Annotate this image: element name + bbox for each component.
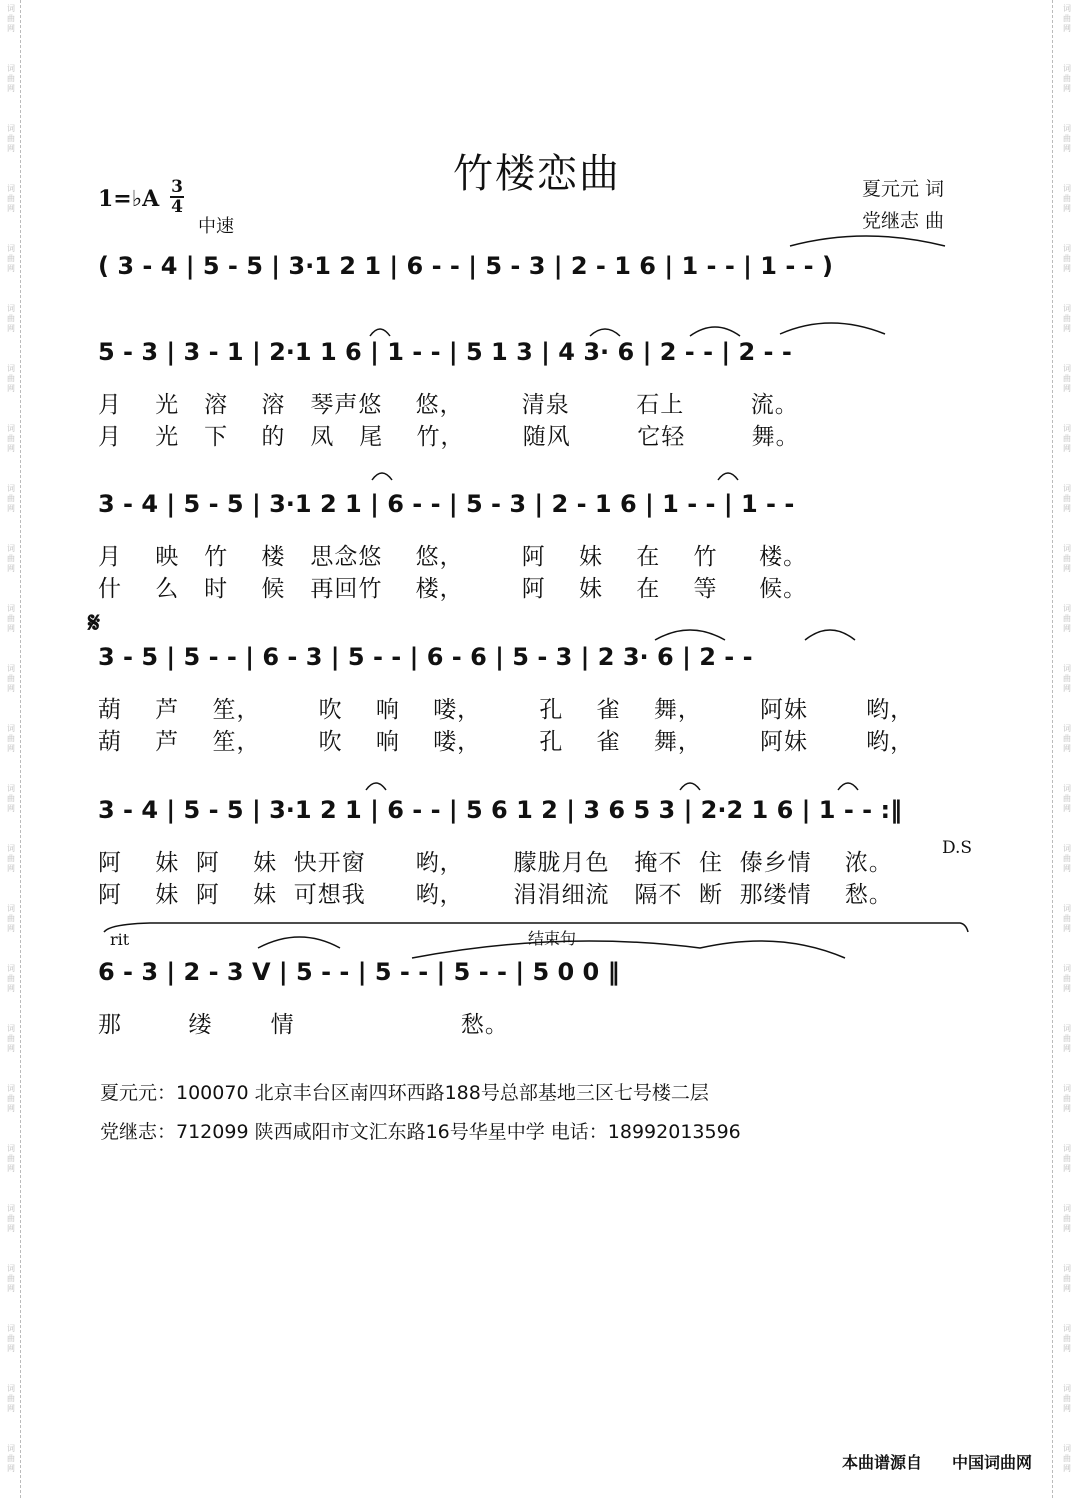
ritardando-marking: rit xyxy=(110,930,130,949)
watermark-text: 词 曲 网 xyxy=(1063,724,1071,753)
notation-line-3: 3 - 4 | 5 - 5 | 3·1 2 1 | 6 - - | 5 - 3 | 2 - 1 6 | 1 - - | 1 - - xyxy=(98,490,795,518)
watermark-text: 词 曲 网 xyxy=(1063,184,1071,213)
watermark-text: 词 曲 网 xyxy=(1063,1024,1071,1053)
watermark-text: 词 曲 网 xyxy=(7,1204,15,1233)
lyric-line-3-verse-2: 什 么 时 候 再回竹 楼， 阿 妹 在 等 候。 xyxy=(98,576,808,602)
watermark-text: 词 曲 网 xyxy=(7,1444,15,1473)
slur xyxy=(590,329,620,336)
watermark-text: 词 曲 网 xyxy=(7,904,15,933)
watermark-text: 词 曲 网 xyxy=(7,304,15,333)
watermark-text: 词 曲 网 xyxy=(1063,64,1071,93)
song-title: 竹楼恋曲 xyxy=(453,151,621,197)
time-numerator: 3 xyxy=(171,177,183,197)
watermark-text: 词 曲 网 xyxy=(1063,604,1071,633)
notation-line-5: 3 - 4 | 5 - 5 | 3·1 2 1 | 6 - - | 5 6 1 2 | 3 6 5 3 | 2·2 1 6 | 1 - - :‖ xyxy=(98,796,903,824)
watermark-text: 词 曲 网 xyxy=(1063,784,1071,813)
watermark-text: 词 曲 网 xyxy=(7,844,15,873)
lyric-line-6: 那 缕 情 愁。 xyxy=(98,1012,509,1038)
watermark-text: 词 曲 网 xyxy=(1063,1084,1071,1113)
lyricist-address: 夏元元：100070 北京丰台区南四环西路188号总部基地三区七号楼二层 xyxy=(100,1082,709,1104)
watermark-text: 词 曲 网 xyxy=(7,1264,15,1293)
slur xyxy=(790,236,945,246)
slur xyxy=(412,941,845,958)
watermark-text: 词 曲 网 xyxy=(7,724,15,753)
watermark-text: 词 曲 网 xyxy=(7,364,15,393)
lyric-line-5-verse-2: 阿 妹 阿 妹 可想我 哟， 涓涓细流 隔不 断 那缕情 愁。 xyxy=(98,882,893,908)
watermark-text: 词 曲 网 xyxy=(7,4,15,33)
watermark-text: 词 曲 网 xyxy=(1063,1144,1071,1173)
slur xyxy=(655,630,725,640)
watermark-text: 词 曲 网 xyxy=(1063,1264,1071,1293)
watermark-text: 词 曲 网 xyxy=(1063,544,1071,573)
watermark-text: 词 曲 网 xyxy=(7,604,15,633)
watermark-text: 词 曲 网 xyxy=(1063,1324,1071,1353)
notation-line-1: ( 3 - 4 | 5 - 5 | 3·1 2 1 | 6 - - | 5 - 3 | 2 - 1 6 | 1 - - | 1 - - ) xyxy=(98,252,833,280)
watermark-text: 词 曲 网 xyxy=(7,1384,15,1413)
ending-label: 结束句 xyxy=(528,929,577,948)
tempo-marking: 中速 xyxy=(198,216,234,237)
slur xyxy=(718,473,738,480)
watermark-text: 词 曲 网 xyxy=(7,244,15,273)
watermark-text: 词 曲 网 xyxy=(1063,1204,1071,1233)
watermark-text: 词 曲 网 xyxy=(1063,484,1071,513)
watermark-text: 词 曲 网 xyxy=(1063,424,1071,453)
slur xyxy=(366,783,386,790)
watermark-text: 词 曲 网 xyxy=(1063,124,1071,153)
watermark-text: 词 曲 网 xyxy=(1063,964,1071,993)
watermark-text: 词 曲 网 xyxy=(1063,904,1071,933)
watermark-text: 词 曲 网 xyxy=(7,964,15,993)
watermark-text: 词 曲 网 xyxy=(7,1024,15,1053)
lyric-line-2-verse-1: 月 光 溶 溶 琴声悠 悠， 清泉 石上 流。 xyxy=(98,392,799,418)
phrase-bracket xyxy=(104,923,968,932)
lyric-line-4-verse-1: 葫 芦 笙， 吹 响 喽， 孔 雀 舞， 阿妹 哟， xyxy=(98,697,915,723)
watermark-text: 词 曲 网 xyxy=(1063,304,1071,333)
watermark-text: 词 曲 网 xyxy=(1063,664,1071,693)
time-denominator: 4 xyxy=(171,197,183,217)
key-signature: 1=♭A xyxy=(98,186,160,212)
watermark-text: 词 曲 网 xyxy=(1063,1384,1071,1413)
watermark-text: 词 曲 网 xyxy=(7,484,15,513)
source-site-link[interactable]: 中国词曲网 xyxy=(952,1453,1033,1472)
slur xyxy=(370,329,390,336)
dal-segno-marking: D.S xyxy=(942,838,973,858)
watermark-text: 词 曲 网 xyxy=(7,784,15,813)
source-label: 本曲谱源自 xyxy=(842,1453,923,1472)
watermark-text: 词 曲 网 xyxy=(1063,844,1071,873)
segno-sign: 𝄋 xyxy=(88,606,101,639)
watermark-text: 词 曲 网 xyxy=(7,1324,15,1353)
notation-line-4: 3 - 5 | 5 - - | 6 - 3 | 5 - - | 6 - 6 | 5 - 3 | 2 3· 6 | 2 - - xyxy=(98,643,753,671)
slur xyxy=(805,630,855,640)
slur xyxy=(690,327,740,336)
slur xyxy=(372,473,392,480)
lyric-line-2-verse-2: 月 光 下 的 凤 尾 竹， 随风 它轻 舞。 xyxy=(98,424,800,450)
slur xyxy=(780,323,885,334)
watermark-text: 词 曲 网 xyxy=(7,124,15,153)
watermark-text: 词 曲 网 xyxy=(7,664,15,693)
lyric-line-4-verse-2: 葫 芦 笙， 吹 响 喽， 孔 雀 舞， 阿妹 哟， xyxy=(98,729,915,755)
notation-line-6: 6 - 3 | 2 - 3 V | 5 - - | 5 - - | 5 - - | 5 0 0 ‖ xyxy=(98,958,620,986)
slur xyxy=(680,783,700,790)
lyric-line-3-verse-1: 月 映 竹 楼 思念悠 悠， 阿 妹 在 竹 楼。 xyxy=(98,544,808,570)
watermark-text: 词 曲 网 xyxy=(7,424,15,453)
slur xyxy=(838,783,858,790)
watermark-text: 词 曲 网 xyxy=(7,184,15,213)
lyric-line-5-verse-1: 阿 妹 阿 妹 快开窗 哟， 朦胧月色 掩不 住 傣乡情 浓。 xyxy=(98,850,893,876)
watermark-text: 词 曲 网 xyxy=(7,1144,15,1173)
watermark-text: 词 曲 网 xyxy=(7,64,15,93)
lyricist-credit: 夏元元 词 xyxy=(862,178,945,200)
watermark-text: 词 曲 网 xyxy=(1063,244,1071,273)
watermark-text: 词 曲 网 xyxy=(7,1084,15,1113)
notation-line-2: 5 - 3 | 3 - 1 | 2·1 1 6 | 1 - - | 5 1 3 | 4 3· 6 | 2 - - | 2 - - xyxy=(98,338,792,366)
watermark-text: 词 曲 网 xyxy=(1063,4,1071,33)
watermark-text: 词 曲 网 xyxy=(1063,1444,1071,1473)
watermark-text: 词 曲 网 xyxy=(7,544,15,573)
slur xyxy=(258,937,340,948)
watermark-text: 词 曲 网 xyxy=(1063,364,1071,393)
composer-address: 党继志：712099 陕西咸阳市文汇东路16号华星中学 电话：18992013596 xyxy=(100,1121,741,1143)
composer-credit: 党继志 曲 xyxy=(862,210,945,232)
